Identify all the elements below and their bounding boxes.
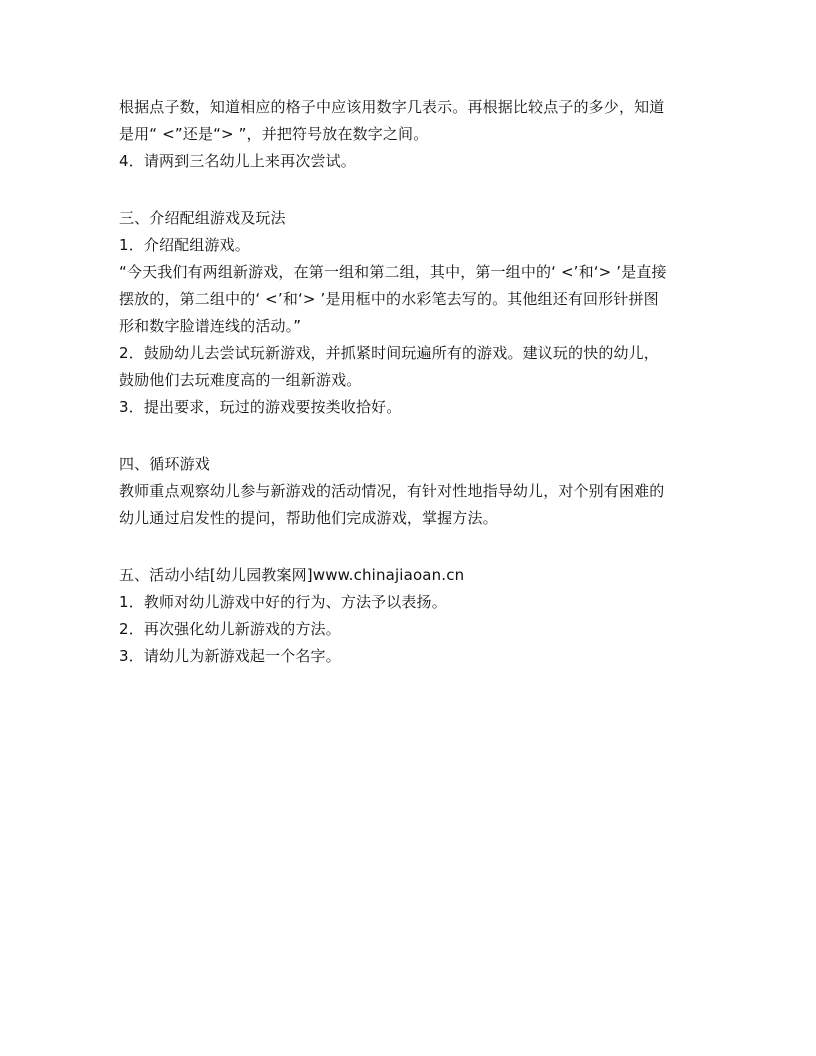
section-heading: 三、介绍配组游戏及玩法 — [119, 209, 286, 227]
list-item: 3．提出要求，玩过的游戏要按类收拾好。 — [119, 398, 402, 416]
blank-line — [119, 421, 709, 451]
paragraph-line: 鼓励他们去玩难度高的一组新游戏。 — [119, 371, 362, 389]
list-item: 2．鼓励幼儿去尝试玩新游戏，并抓紧时间玩遍所有的游戏。建议玩的快的幼儿， — [119, 344, 659, 362]
list-item: 2．再次强化幼儿新游戏的方法。 — [119, 620, 341, 638]
paragraph-line: 根据点子数，知道相应的格子中应该用数字几表示。再根据比较点子的多少，知道 — [119, 98, 665, 116]
blank-line — [119, 532, 709, 562]
paragraph-line: 是用“ <”还是“> ”，并把符号放在数字之间。 — [119, 125, 429, 143]
document-body — [119, 94, 709, 670]
blank-line — [119, 175, 709, 205]
paragraph-line: 幼儿通过启发性的提问，帮助他们完成游戏，掌握方法。 — [119, 509, 498, 527]
list-item: 1．介绍配组游戏。 — [119, 236, 250, 254]
paragraph-line: “今天我们有两组新游戏，在第一组和第二组，其中，第一组中的‘ <’和‘> ’是直接 — [119, 263, 667, 281]
list-item: 4．请两到三名幼儿上来再次尝试。 — [119, 152, 356, 170]
paragraph-line: 教师重点观察幼儿参与新游戏的活动情况，有针对性地指导幼儿，对个别有困难的 — [119, 482, 665, 500]
paragraph-line: 形和数字脸谱连线的活动。” — [119, 317, 302, 335]
section-heading: 五、活动小结[幼儿园教案网]www.chinajiaoan.cn — [119, 566, 465, 584]
paragraph-line: 摆放的，第二组中的‘ <’和‘> ’是用框中的水彩笔去写的。其他组还有回形针拼图 — [119, 290, 659, 308]
list-item: 1．教师对幼儿游戏中好的行为、方法予以表扬。 — [119, 593, 447, 611]
section-heading: 四、循环游戏 — [119, 455, 210, 473]
list-item: 3．请幼儿为新游戏起一个名字。 — [119, 647, 341, 665]
